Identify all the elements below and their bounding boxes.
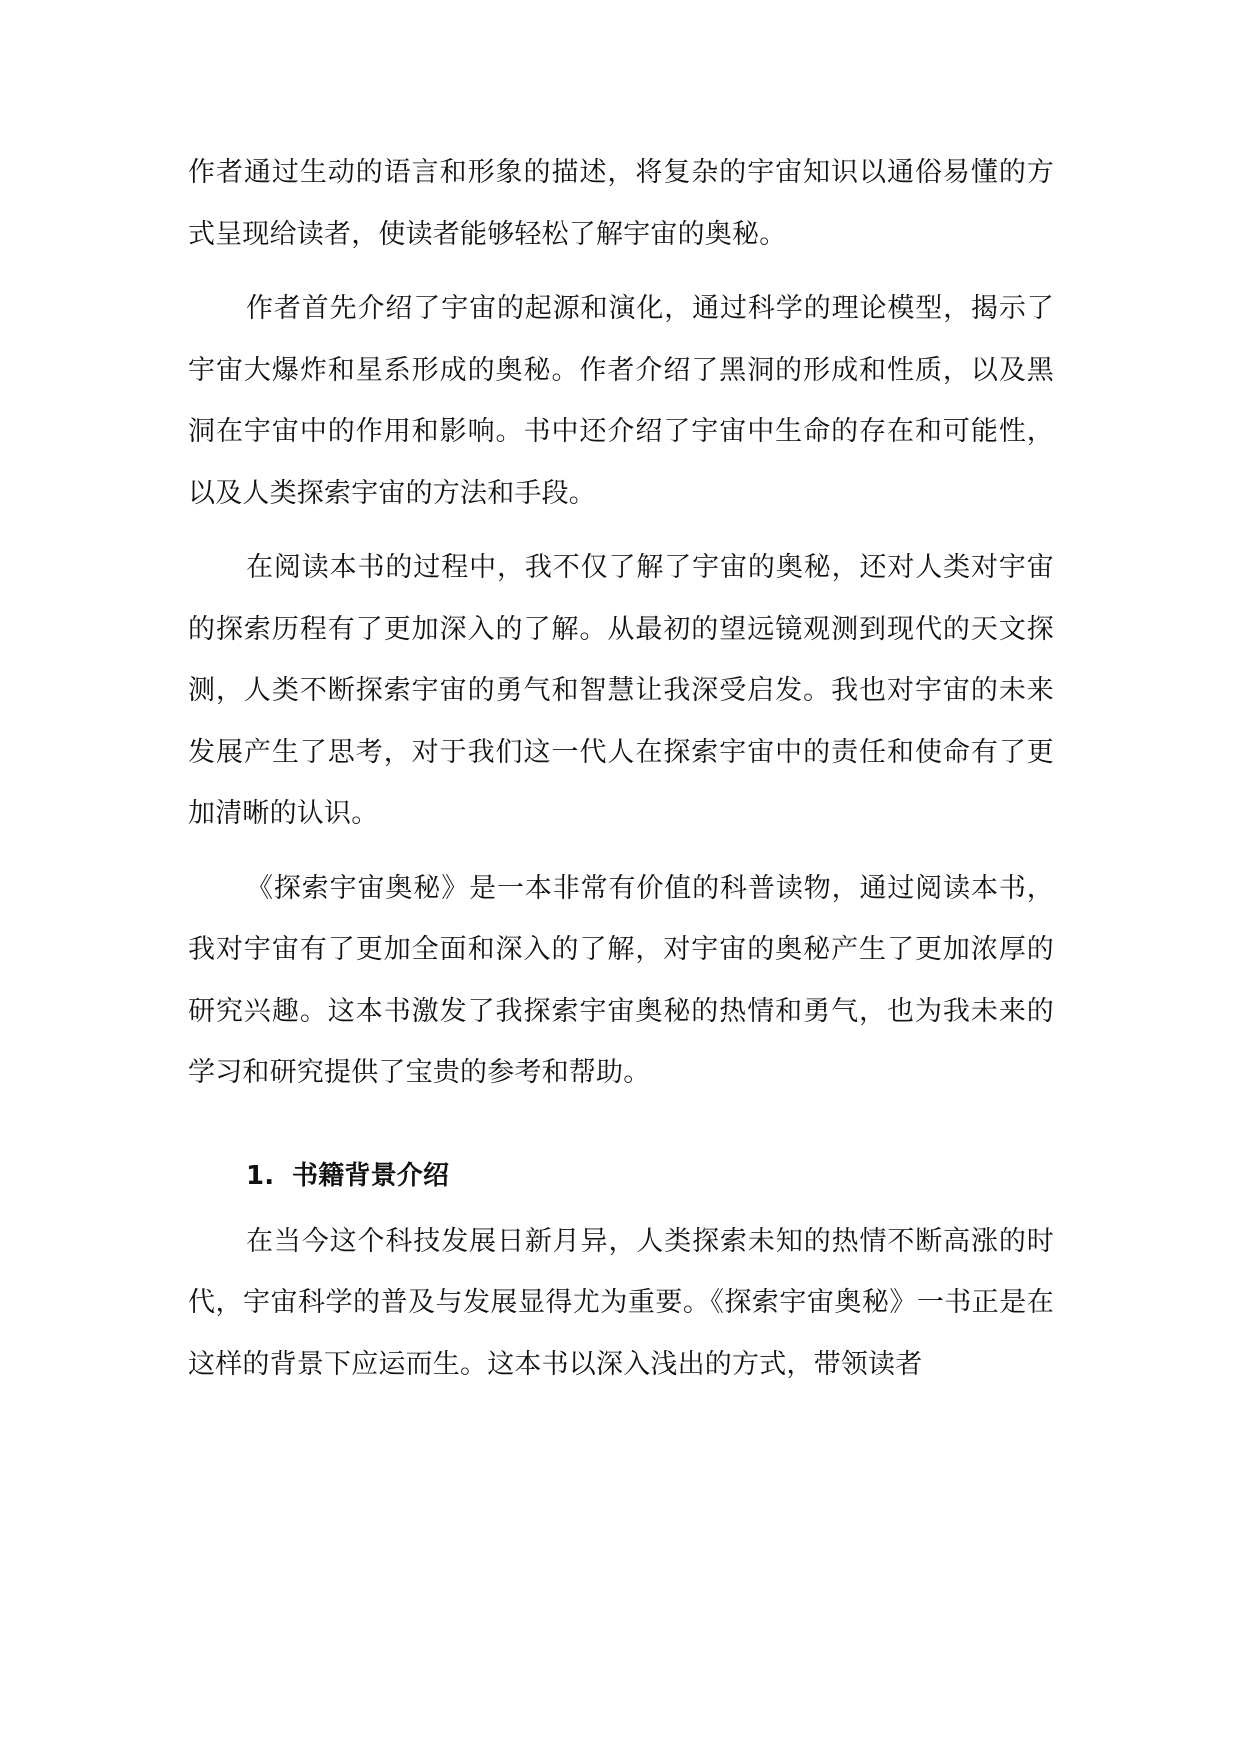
document-body [188,142,1054,1395]
section-title: 书籍背景介绍 [292,1160,450,1191]
paragraph-book-background: 在当今这个科技发展日新月异，人类探索未知的热情不断高涨的时代，宇宙科学的普及与发展显得尤为重要。《探索宇宙奥秘》一书正是在这样的背景下应运而生。这本书以深入浅出的方式，带领读者 [188,1225,1054,1380]
paragraph-origin-evolution: 作者首先介绍了宇宙的起源和演化，通过科学的理论模型，揭示了宇宙大爆炸和星系形成的奥秘。作者介绍了黑洞的形成和性质，以及黑洞在宇宙中的作用和影响。书中还介绍了宇宙中生命的存在和可能性，以及人类探索宇宙的方法和手段。 [188,293,1054,509]
paragraph-reading-experience: 在阅读本书的过程中，我不仅了解了宇宙的奥秘，还对人类对宇宙的探索历程有了更加深入的了解。从最初的望远镜观测到现代的天文探测，人类不断探索宇宙的勇气和智慧让我深受启发。我也对宇宙的未来发展产生了思考，对于我们这一代人在探索宇宙中的责任和使命有了更加清晰的认识。 [188,552,1054,829]
paragraph-continuation: 作者通过生动的语言和形象的描述，将复杂的宇宙知识以通俗易懂的方式呈现给读者，使读者能够轻松了解宇宙的奥秘。 [188,157,1054,250]
section-number: 1. [246,1160,275,1191]
paragraph-book-value: 《探索宇宙奥秘》是一本非常有价值的科普读物，通过阅读本书，我对宇宙有了更加全面和深入的了解，对宇宙的奥秘产生了更加浓厚的研究兴趣。这本书激发了我探索宇宙奥秘的热情和勇气，也为我未来的学习和研究提供了宝贵的参考和帮助。 [188,872,1054,1088]
section-heading [188,1148,1054,1204]
